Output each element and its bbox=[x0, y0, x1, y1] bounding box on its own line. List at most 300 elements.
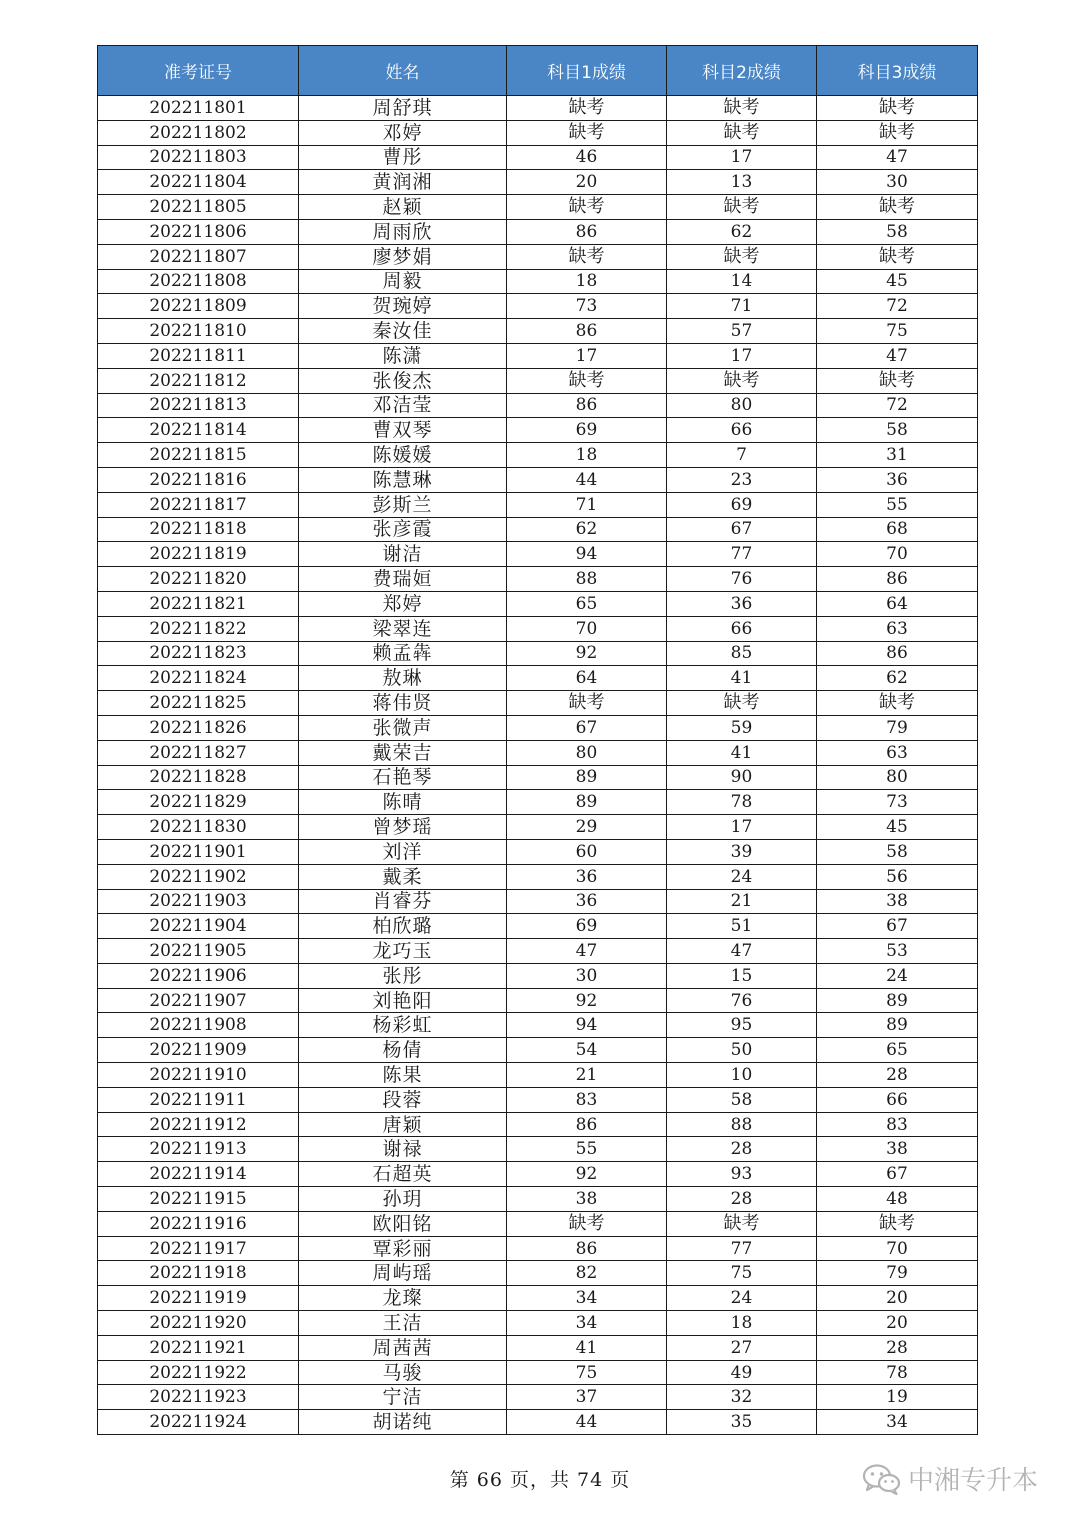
exam-id-cell: 202211811 bbox=[98, 343, 299, 368]
page-footer: 第 66 页，共 74 页 bbox=[449, 1469, 631, 1491]
exam-id-cell: 202211813 bbox=[98, 393, 299, 418]
subject2-cell: 51 bbox=[667, 914, 817, 939]
exam-id-cell: 202211814 bbox=[98, 418, 299, 443]
subject1-cell: 54 bbox=[507, 1038, 667, 1063]
table-row bbox=[98, 641, 978, 666]
subject3-cell: 47 bbox=[817, 145, 978, 170]
name-cell: 邓洁莹 bbox=[299, 393, 507, 418]
exam-id-cell: 202211812 bbox=[98, 368, 299, 393]
subject1-cell: 29 bbox=[507, 815, 667, 840]
table-row bbox=[98, 467, 978, 492]
subject1-cell: 34 bbox=[507, 1311, 667, 1336]
name-cell: 蒋伟贤 bbox=[299, 691, 507, 716]
exam-id-cell: 202211819 bbox=[98, 542, 299, 567]
subject2-cell: 7 bbox=[667, 443, 817, 468]
subject3-cell: 24 bbox=[817, 963, 978, 988]
subject2-cell: 85 bbox=[667, 641, 817, 666]
name-cell: 王洁 bbox=[299, 1311, 507, 1336]
table-row bbox=[98, 691, 978, 716]
subject2-cell: 80 bbox=[667, 393, 817, 418]
table-row bbox=[98, 1038, 978, 1063]
exam-id-cell: 202211824 bbox=[98, 666, 299, 691]
subject2-cell: 59 bbox=[667, 715, 817, 740]
subject3-cell: 38 bbox=[817, 889, 978, 914]
exam-id-cell: 202211821 bbox=[98, 591, 299, 616]
name-cell: 张微声 bbox=[299, 715, 507, 740]
subject3-cell: 缺考 bbox=[817, 120, 978, 145]
table-row bbox=[98, 1137, 978, 1162]
exam-id-cell: 202211805 bbox=[98, 195, 299, 220]
exam-id-cell: 202211906 bbox=[98, 963, 299, 988]
subject2-cell: 78 bbox=[667, 790, 817, 815]
table-row bbox=[98, 418, 978, 443]
table-row bbox=[98, 1187, 978, 1212]
table-row bbox=[98, 815, 978, 840]
name-cell: 邓婷 bbox=[299, 120, 507, 145]
header-subject1: 科目1成绩 bbox=[507, 46, 667, 96]
subject3-cell: 62 bbox=[817, 666, 978, 691]
subject1-cell: 缺考 bbox=[507, 1211, 667, 1236]
exam-id-cell: 202211917 bbox=[98, 1236, 299, 1261]
subject2-cell: 41 bbox=[667, 740, 817, 765]
table-row bbox=[98, 195, 978, 220]
subject1-cell: 67 bbox=[507, 715, 667, 740]
subject3-cell: 38 bbox=[817, 1137, 978, 1162]
name-cell: 戴柔 bbox=[299, 864, 507, 889]
table-body bbox=[98, 96, 978, 1435]
subject3-cell: 58 bbox=[817, 839, 978, 864]
subject2-cell: 62 bbox=[667, 219, 817, 244]
subject1-cell: 20 bbox=[507, 170, 667, 195]
exam-id-cell: 202211923 bbox=[98, 1385, 299, 1410]
subject3-cell: 缺考 bbox=[817, 691, 978, 716]
table-row bbox=[98, 740, 978, 765]
header-subject3: 科目3成绩 bbox=[817, 46, 978, 96]
subject2-cell: 67 bbox=[667, 517, 817, 542]
subject3-cell: 68 bbox=[817, 517, 978, 542]
subject3-cell: 72 bbox=[817, 294, 978, 319]
subject3-cell: 缺考 bbox=[817, 244, 978, 269]
table-row bbox=[98, 294, 978, 319]
table-row bbox=[98, 1360, 978, 1385]
table-row bbox=[98, 963, 978, 988]
exam-id-cell: 202211910 bbox=[98, 1063, 299, 1088]
subject1-cell: 缺考 bbox=[507, 368, 667, 393]
subject3-cell: 58 bbox=[817, 219, 978, 244]
exam-id-cell: 202211803 bbox=[98, 145, 299, 170]
subject3-cell: 66 bbox=[817, 1087, 978, 1112]
subject1-cell: 94 bbox=[507, 1013, 667, 1038]
exam-id-cell: 202211802 bbox=[98, 120, 299, 145]
exam-id-cell: 202211909 bbox=[98, 1038, 299, 1063]
subject2-cell: 缺考 bbox=[667, 691, 817, 716]
table-row bbox=[98, 914, 978, 939]
table-row bbox=[98, 145, 978, 170]
subject2-cell: 58 bbox=[667, 1087, 817, 1112]
table-row bbox=[98, 889, 978, 914]
exam-id-cell: 202211801 bbox=[98, 96, 299, 121]
subject3-cell: 28 bbox=[817, 1335, 978, 1360]
score-table bbox=[97, 45, 978, 1435]
exam-id-cell: 202211920 bbox=[98, 1311, 299, 1336]
subject3-cell: 缺考 bbox=[817, 195, 978, 220]
name-cell: 张彦霞 bbox=[299, 517, 507, 542]
exam-id-cell: 202211903 bbox=[98, 889, 299, 914]
exam-id-cell: 202211924 bbox=[98, 1410, 299, 1435]
table-row bbox=[98, 219, 978, 244]
name-cell: 石超英 bbox=[299, 1162, 507, 1187]
subject1-cell: 44 bbox=[507, 1410, 667, 1435]
subject2-cell: 66 bbox=[667, 418, 817, 443]
name-cell: 赖孟犇 bbox=[299, 641, 507, 666]
subject2-cell: 14 bbox=[667, 269, 817, 294]
subject2-cell: 缺考 bbox=[667, 244, 817, 269]
exam-id-cell: 202211822 bbox=[98, 616, 299, 641]
subject1-cell: 18 bbox=[507, 443, 667, 468]
name-cell: 胡诺纯 bbox=[299, 1410, 507, 1435]
exam-id-cell: 202211816 bbox=[98, 467, 299, 492]
table-row bbox=[98, 343, 978, 368]
subject3-cell: 67 bbox=[817, 1162, 978, 1187]
subject1-cell: 缺考 bbox=[507, 195, 667, 220]
table-row bbox=[98, 170, 978, 195]
table-row bbox=[98, 393, 978, 418]
subject2-cell: 36 bbox=[667, 591, 817, 616]
subject3-cell: 79 bbox=[817, 1261, 978, 1286]
header-row bbox=[98, 46, 978, 96]
table-row bbox=[98, 1236, 978, 1261]
name-cell: 宁洁 bbox=[299, 1385, 507, 1410]
subject2-cell: 93 bbox=[667, 1162, 817, 1187]
subject1-cell: 64 bbox=[507, 666, 667, 691]
table-row bbox=[98, 269, 978, 294]
subject2-cell: 76 bbox=[667, 567, 817, 592]
subject1-cell: 86 bbox=[507, 1236, 667, 1261]
exam-id-cell: 202211817 bbox=[98, 492, 299, 517]
name-cell: 石艳琴 bbox=[299, 765, 507, 790]
table-row bbox=[98, 368, 978, 393]
subject1-cell: 60 bbox=[507, 839, 667, 864]
subject2-cell: 41 bbox=[667, 666, 817, 691]
subject3-cell: 31 bbox=[817, 443, 978, 468]
exam-id-cell: 202211820 bbox=[98, 567, 299, 592]
subject3-cell: 20 bbox=[817, 1311, 978, 1336]
name-cell: 赵颖 bbox=[299, 195, 507, 220]
subject1-cell: 36 bbox=[507, 889, 667, 914]
table-row bbox=[98, 96, 978, 121]
name-cell: 刘洋 bbox=[299, 839, 507, 864]
table-row bbox=[98, 244, 978, 269]
subject3-cell: 70 bbox=[817, 1236, 978, 1261]
exam-id-cell: 202211827 bbox=[98, 740, 299, 765]
subject1-cell: 46 bbox=[507, 145, 667, 170]
table-row bbox=[98, 1211, 978, 1236]
exam-id-cell: 202211921 bbox=[98, 1335, 299, 1360]
subject1-cell: 92 bbox=[507, 1162, 667, 1187]
table-row bbox=[98, 1013, 978, 1038]
subject2-cell: 缺考 bbox=[667, 368, 817, 393]
subject1-cell: 86 bbox=[507, 393, 667, 418]
exam-id-cell: 202211907 bbox=[98, 988, 299, 1013]
subject3-cell: 28 bbox=[817, 1063, 978, 1088]
exam-id-cell: 202211911 bbox=[98, 1087, 299, 1112]
wechat-icon bbox=[862, 1463, 902, 1495]
name-cell: 孙玥 bbox=[299, 1187, 507, 1212]
name-cell: 杨彩虹 bbox=[299, 1013, 507, 1038]
subject1-cell: 73 bbox=[507, 294, 667, 319]
subject1-cell: 89 bbox=[507, 790, 667, 815]
header-exam-id: 准考证号 bbox=[98, 46, 299, 96]
table-row bbox=[98, 120, 978, 145]
exam-id-cell: 202211826 bbox=[98, 715, 299, 740]
name-cell: 廖梦娟 bbox=[299, 244, 507, 269]
subject1-cell: 62 bbox=[507, 517, 667, 542]
table-row bbox=[98, 1112, 978, 1137]
subject3-cell: 75 bbox=[817, 319, 978, 344]
subject3-cell: 19 bbox=[817, 1385, 978, 1410]
name-cell: 郑婷 bbox=[299, 591, 507, 616]
subject1-cell: 55 bbox=[507, 1137, 667, 1162]
name-cell: 唐颖 bbox=[299, 1112, 507, 1137]
name-cell: 敖琳 bbox=[299, 666, 507, 691]
table-row bbox=[98, 666, 978, 691]
subject1-cell: 41 bbox=[507, 1335, 667, 1360]
exam-id-cell: 202211823 bbox=[98, 641, 299, 666]
subject3-cell: 89 bbox=[817, 988, 978, 1013]
subject3-cell: 63 bbox=[817, 616, 978, 641]
subject1-cell: 80 bbox=[507, 740, 667, 765]
exam-id-cell: 202211806 bbox=[98, 219, 299, 244]
header-subject2: 科目2成绩 bbox=[667, 46, 817, 96]
exam-id-cell: 202211916 bbox=[98, 1211, 299, 1236]
watermark-text: 中湘专升本 bbox=[908, 1466, 1039, 1496]
subject1-cell: 17 bbox=[507, 343, 667, 368]
subject2-cell: 32 bbox=[667, 1385, 817, 1410]
subject3-cell: 65 bbox=[817, 1038, 978, 1063]
name-cell: 张彤 bbox=[299, 963, 507, 988]
name-cell: 杨倩 bbox=[299, 1038, 507, 1063]
exam-id-cell: 202211922 bbox=[98, 1360, 299, 1385]
subject1-cell: 37 bbox=[507, 1385, 667, 1410]
subject2-cell: 24 bbox=[667, 864, 817, 889]
subject2-cell: 69 bbox=[667, 492, 817, 517]
subject3-cell: 34 bbox=[817, 1410, 978, 1435]
subject2-cell: 35 bbox=[667, 1410, 817, 1435]
table-row bbox=[98, 492, 978, 517]
subject3-cell: 78 bbox=[817, 1360, 978, 1385]
table-row bbox=[98, 790, 978, 815]
subject2-cell: 18 bbox=[667, 1311, 817, 1336]
subject2-cell: 66 bbox=[667, 616, 817, 641]
subject2-cell: 95 bbox=[667, 1013, 817, 1038]
exam-id-cell: 202211901 bbox=[98, 839, 299, 864]
name-cell: 龙璨 bbox=[299, 1286, 507, 1311]
subject2-cell: 28 bbox=[667, 1187, 817, 1212]
exam-id-cell: 202211919 bbox=[98, 1286, 299, 1311]
exam-id-cell: 202211810 bbox=[98, 319, 299, 344]
subject1-cell: 65 bbox=[507, 591, 667, 616]
exam-id-cell: 202211914 bbox=[98, 1162, 299, 1187]
subject2-cell: 10 bbox=[667, 1063, 817, 1088]
subject2-cell: 88 bbox=[667, 1112, 817, 1137]
name-cell: 谢禄 bbox=[299, 1137, 507, 1162]
subject1-cell: 缺考 bbox=[507, 96, 667, 121]
subject1-cell: 75 bbox=[507, 1360, 667, 1385]
subject2-cell: 50 bbox=[667, 1038, 817, 1063]
table-row bbox=[98, 443, 978, 468]
subject3-cell: 45 bbox=[817, 815, 978, 840]
name-cell: 梁翠连 bbox=[299, 616, 507, 641]
subject1-cell: 86 bbox=[507, 1112, 667, 1137]
subject2-cell: 17 bbox=[667, 815, 817, 840]
subject2-cell: 24 bbox=[667, 1286, 817, 1311]
subject2-cell: 缺考 bbox=[667, 96, 817, 121]
subject2-cell: 缺考 bbox=[667, 195, 817, 220]
subject3-cell: 72 bbox=[817, 393, 978, 418]
subject2-cell: 76 bbox=[667, 988, 817, 1013]
name-cell: 陈潇 bbox=[299, 343, 507, 368]
subject1-cell: 83 bbox=[507, 1087, 667, 1112]
exam-id-cell: 202211825 bbox=[98, 691, 299, 716]
subject2-cell: 28 bbox=[667, 1137, 817, 1162]
name-cell: 秦汝佳 bbox=[299, 319, 507, 344]
subject3-cell: 67 bbox=[817, 914, 978, 939]
subject1-cell: 38 bbox=[507, 1187, 667, 1212]
table-row bbox=[98, 542, 978, 567]
exam-id-cell: 202211902 bbox=[98, 864, 299, 889]
exam-id-cell: 202211905 bbox=[98, 939, 299, 964]
name-cell: 曹双琴 bbox=[299, 418, 507, 443]
subject1-cell: 69 bbox=[507, 914, 667, 939]
exam-id-cell: 202211915 bbox=[98, 1187, 299, 1212]
name-cell: 覃彩丽 bbox=[299, 1236, 507, 1261]
subject1-cell: 92 bbox=[507, 988, 667, 1013]
subject1-cell: 18 bbox=[507, 269, 667, 294]
subject1-cell: 69 bbox=[507, 418, 667, 443]
subject1-cell: 89 bbox=[507, 765, 667, 790]
subject3-cell: 缺考 bbox=[817, 368, 978, 393]
name-cell: 欧阳铭 bbox=[299, 1211, 507, 1236]
subject2-cell: 缺考 bbox=[667, 1211, 817, 1236]
subject3-cell: 48 bbox=[817, 1187, 978, 1212]
subject1-cell: 缺考 bbox=[507, 244, 667, 269]
name-cell: 刘艳阳 bbox=[299, 988, 507, 1013]
subject3-cell: 45 bbox=[817, 269, 978, 294]
subject2-cell: 57 bbox=[667, 319, 817, 344]
subject2-cell: 23 bbox=[667, 467, 817, 492]
subject3-cell: 64 bbox=[817, 591, 978, 616]
name-cell: 陈慧琳 bbox=[299, 467, 507, 492]
name-cell: 周雨欣 bbox=[299, 219, 507, 244]
subject3-cell: 58 bbox=[817, 418, 978, 443]
table-row bbox=[98, 839, 978, 864]
exam-id-cell: 202211804 bbox=[98, 170, 299, 195]
name-cell: 陈果 bbox=[299, 1063, 507, 1088]
exam-id-cell: 202211829 bbox=[98, 790, 299, 815]
subject3-cell: 89 bbox=[817, 1013, 978, 1038]
subject3-cell: 80 bbox=[817, 765, 978, 790]
subject2-cell: 17 bbox=[667, 343, 817, 368]
subject2-cell: 17 bbox=[667, 145, 817, 170]
name-cell: 周舒琪 bbox=[299, 96, 507, 121]
subject1-cell: 30 bbox=[507, 963, 667, 988]
table-row bbox=[98, 1410, 978, 1435]
table-row bbox=[98, 715, 978, 740]
name-cell: 马骏 bbox=[299, 1360, 507, 1385]
subject1-cell: 21 bbox=[507, 1063, 667, 1088]
table-row bbox=[98, 319, 978, 344]
subject1-cell: 86 bbox=[507, 319, 667, 344]
exam-id-cell: 202211808 bbox=[98, 269, 299, 294]
exam-id-cell: 202211904 bbox=[98, 914, 299, 939]
name-cell: 曹彤 bbox=[299, 145, 507, 170]
table-row bbox=[98, 567, 978, 592]
subject1-cell: 82 bbox=[507, 1261, 667, 1286]
name-cell: 贺琬婷 bbox=[299, 294, 507, 319]
subject3-cell: 缺考 bbox=[817, 1211, 978, 1236]
name-cell: 柏欣璐 bbox=[299, 914, 507, 939]
subject3-cell: 20 bbox=[817, 1286, 978, 1311]
exam-id-cell: 202211913 bbox=[98, 1137, 299, 1162]
name-cell: 黄润湘 bbox=[299, 170, 507, 195]
subject1-cell: 44 bbox=[507, 467, 667, 492]
name-cell: 龙巧玉 bbox=[299, 939, 507, 964]
watermark bbox=[862, 1460, 1038, 1497]
name-cell: 周毅 bbox=[299, 269, 507, 294]
subject3-cell: 79 bbox=[817, 715, 978, 740]
name-cell: 陈晴 bbox=[299, 790, 507, 815]
table-row bbox=[98, 1385, 978, 1410]
subject2-cell: 27 bbox=[667, 1335, 817, 1360]
table-row bbox=[98, 591, 978, 616]
name-cell: 陈媛媛 bbox=[299, 443, 507, 468]
subject2-cell: 13 bbox=[667, 170, 817, 195]
name-cell: 谢洁 bbox=[299, 542, 507, 567]
table-header bbox=[98, 46, 978, 96]
name-cell: 戴荣吉 bbox=[299, 740, 507, 765]
table-row bbox=[98, 864, 978, 889]
subject3-cell: 56 bbox=[817, 864, 978, 889]
subject3-cell: 73 bbox=[817, 790, 978, 815]
name-cell: 彭斯兰 bbox=[299, 492, 507, 517]
subject1-cell: 47 bbox=[507, 939, 667, 964]
subject3-cell: 47 bbox=[817, 343, 978, 368]
subject2-cell: 缺考 bbox=[667, 120, 817, 145]
exam-id-cell: 202211828 bbox=[98, 765, 299, 790]
subject3-cell: 30 bbox=[817, 170, 978, 195]
subject2-cell: 77 bbox=[667, 1236, 817, 1261]
exam-id-cell: 202211815 bbox=[98, 443, 299, 468]
name-cell: 肖睿芬 bbox=[299, 889, 507, 914]
table-row bbox=[98, 1063, 978, 1088]
subject2-cell: 39 bbox=[667, 839, 817, 864]
subject3-cell: 63 bbox=[817, 740, 978, 765]
subject2-cell: 47 bbox=[667, 939, 817, 964]
exam-id-cell: 202211818 bbox=[98, 517, 299, 542]
subject3-cell: 83 bbox=[817, 1112, 978, 1137]
subject1-cell: 86 bbox=[507, 219, 667, 244]
name-cell: 曾梦瑶 bbox=[299, 815, 507, 840]
subject1-cell: 70 bbox=[507, 616, 667, 641]
subject3-cell: 55 bbox=[817, 492, 978, 517]
subject2-cell: 21 bbox=[667, 889, 817, 914]
table-row bbox=[98, 988, 978, 1013]
subject2-cell: 71 bbox=[667, 294, 817, 319]
table-row bbox=[98, 939, 978, 964]
subject3-cell: 86 bbox=[817, 641, 978, 666]
table-row bbox=[98, 1286, 978, 1311]
subject2-cell: 90 bbox=[667, 765, 817, 790]
